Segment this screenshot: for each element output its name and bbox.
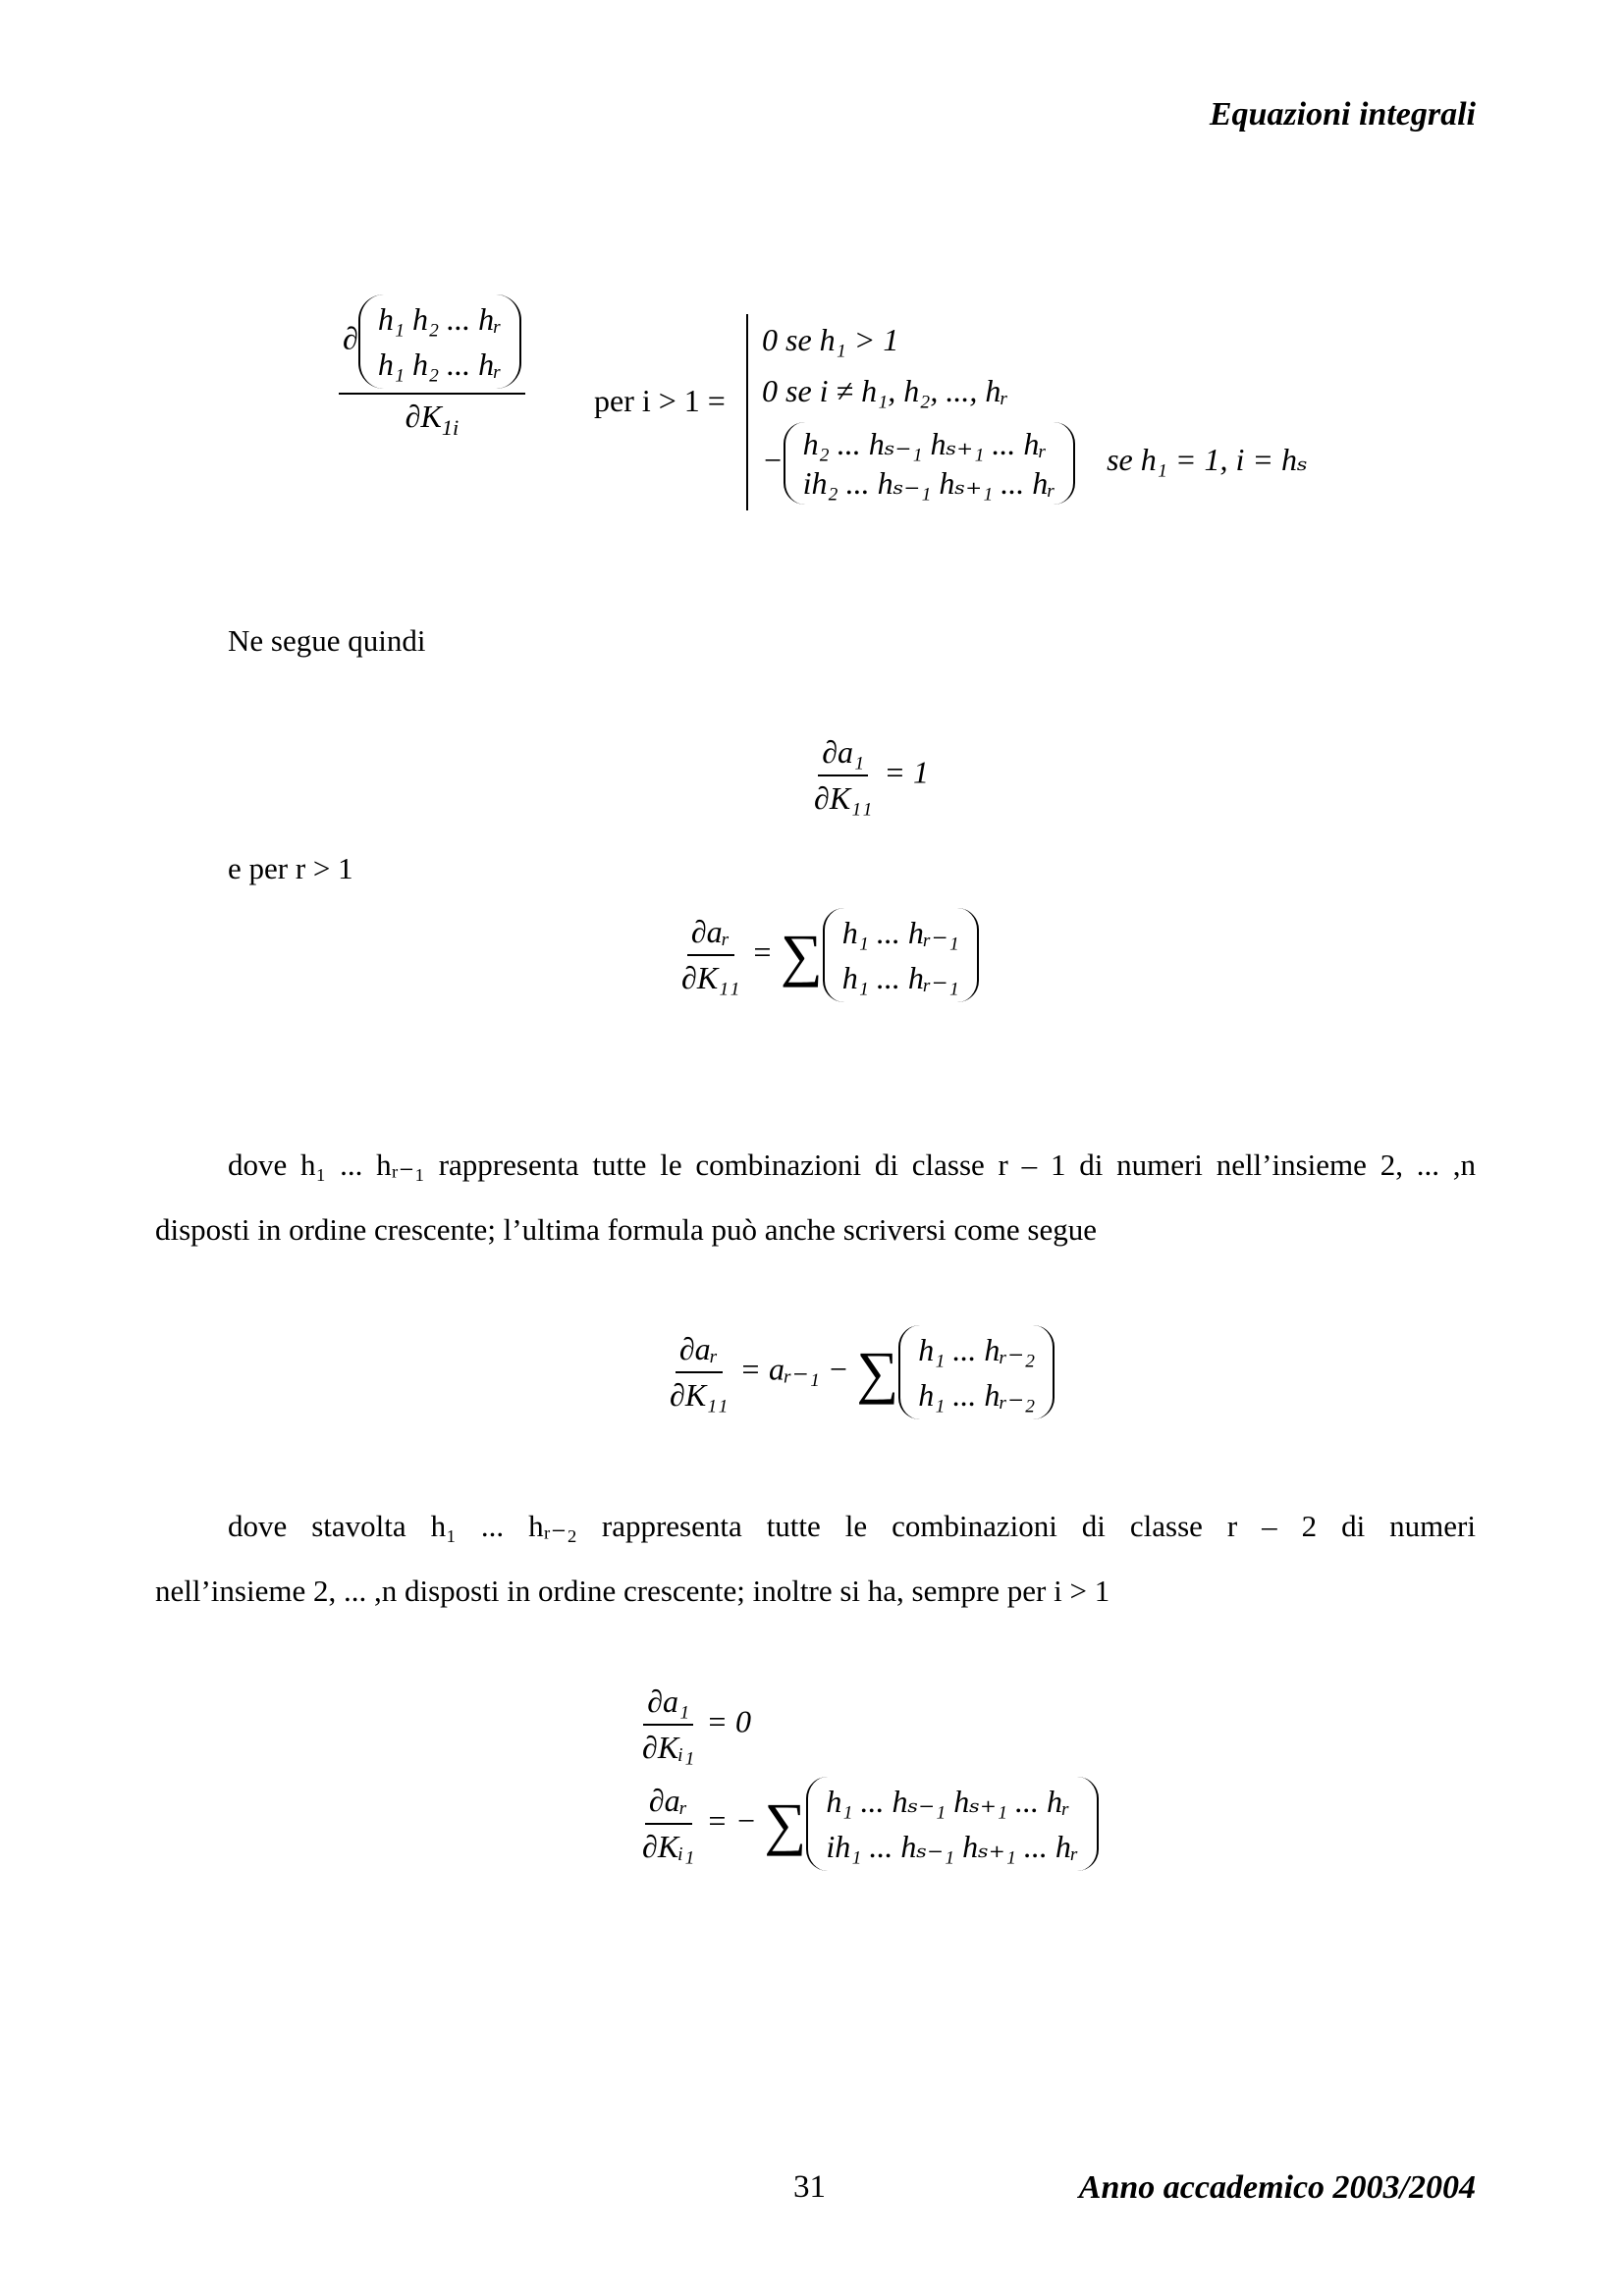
formula-da1-dKi1 <box>638 1683 751 1766</box>
f2-rhs: = 1 <box>884 754 929 790</box>
case-3-condition: se h₁ = 1, i = hₛ <box>1107 442 1308 478</box>
f6-eq: = − <box>706 1802 757 1839</box>
case-3-bottom-row: ih₂ ... hₛ₋₁ hₛ₊₁ ... hᵣ <box>802 465 1056 501</box>
running-header: Equazioni integrali <box>1209 96 1476 133</box>
lhs-fraction <box>339 294 525 441</box>
f3-bottom-row: h₁ ... hᵣ₋₁ <box>841 960 959 995</box>
f3-top-row: h₁ ... hᵣ₋₁ <box>841 915 959 950</box>
case-3-sign: − <box>762 442 784 478</box>
cases-block <box>746 314 1308 510</box>
formula-derivative-cases <box>339 275 1370 560</box>
text-dove-1b: disposti in ordine crescente; l’ultima formula può anche scriversi come segue <box>155 1212 1097 1247</box>
sum-symbol: ∑ <box>856 1340 899 1405</box>
text-e-per: e per r > 1 <box>228 851 353 885</box>
f4-eq: = aᵣ₋₁ − <box>739 1351 849 1387</box>
case-2: 0 se i ≠ h₁, h₂, ..., hᵣ <box>762 373 1009 408</box>
f6-bottom-row: ih₁ ... hₛ₋₁ hₛ₊₁ ... hᵣ <box>826 1829 1079 1864</box>
f2-num: ∂a₁ <box>818 734 868 776</box>
case-3 <box>762 422 1308 505</box>
footer-academic-year: Anno accademico 2003/2004 <box>1078 2169 1476 2206</box>
page-number: 31 <box>793 2169 826 2205</box>
f3-num: ∂aᵣ <box>687 914 734 956</box>
f6-top-row: h₁ ... hₛ₋₁ hₛ₊₁ ... hᵣ <box>826 1784 1070 1819</box>
formula-dar-sum <box>677 908 979 1002</box>
f5-den: ∂Kᵢ₁ <box>642 1730 695 1765</box>
formula-dar-recursive <box>666 1325 1055 1419</box>
text-dove-1a: dove h₁ ... hᵣ₋₁ rappresenta tutte le combinazioni di classe r – 1 di numeri nell’insieme 2, ... ,n <box>228 1148 1476 1182</box>
text-ne-segue: Ne segue quindi <box>228 623 426 658</box>
case-1: 0 se h₁ > 1 <box>762 322 899 357</box>
formula-dar-dKi1 <box>638 1777 1099 1871</box>
f5-rhs: = 0 <box>706 1703 751 1739</box>
f4-bottom-row: h₁ ... hᵣ₋₂ <box>918 1377 1036 1413</box>
den-partial: ∂K <box>405 399 442 434</box>
f4-num: ∂aᵣ <box>676 1331 723 1373</box>
condition-text: per i > 1 = <box>594 383 726 418</box>
f2-den: ∂K₁₁ <box>814 780 873 816</box>
case-3-top-row: h₂ ... hₛ₋₁ hₛ₊₁ ... hᵣ <box>802 426 1048 461</box>
text-dove-2b: nell’insieme 2, ... ,n disposti in ordine crescente; inoltre si ha, sempre per i > 1 <box>155 1574 1110 1608</box>
f5-num: ∂a₁ <box>643 1683 693 1726</box>
sum-symbol: ∑ <box>781 923 823 988</box>
partial-symbol: ∂ <box>343 320 358 356</box>
den-subscript: 1i <box>441 414 460 440</box>
matrix-bottom-row: h₁ h₂ ... hᵣ <box>377 347 502 382</box>
formula-da1-dK11 <box>810 734 929 817</box>
f6-den: ∂Kᵢ₁ <box>642 1829 695 1864</box>
f6-num: ∂aᵣ <box>645 1783 692 1825</box>
f3-eq: = <box>751 934 773 970</box>
sum-symbol: ∑ <box>764 1791 807 1856</box>
f4-den: ∂K₁₁ <box>670 1377 729 1413</box>
f4-top-row: h₁ ... hᵣ₋₂ <box>918 1332 1036 1367</box>
text-dove-2a: dove stavolta h₁ ... hᵣ₋₂ rappresenta tutte le combinazioni di classe r – 2 di numeri <box>228 1509 1476 1543</box>
f3-den: ∂K₁₁ <box>681 960 740 995</box>
matrix-top-row: h₁ h₂ ... hᵣ <box>377 301 502 337</box>
